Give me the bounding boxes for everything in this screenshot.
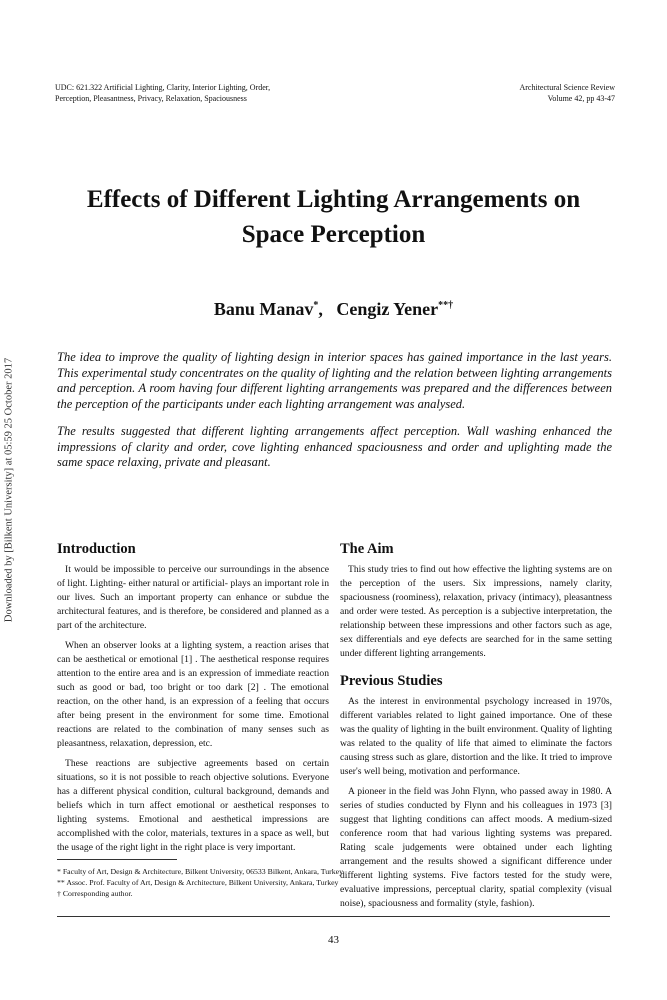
page-bottom-divider xyxy=(57,916,610,917)
header-keywords xyxy=(55,82,385,104)
introduction-heading: Introduction xyxy=(57,541,136,557)
abstract-paragraph-2: The results suggested that different lighting arrangements affect perception. Wall washing enhanced the impressions of clarity and order, cove lighting enhanced spaciousness and order and uplighting made the same space relaxing, private and pleasant. xyxy=(57,424,612,469)
aim-paragraph-1: This study tries to find out how effective the lighting systems are on the perception of the users. Six impressions, namely clarity, spaciousness (roominess), relaxation, privacy (intimacy), pleasantness and order were tested. As perception is a subjective interpretation, the relationship between these impressions and other factors such as age, sex differentials and eye defects are searched for in the same setting under different lighting arrangements. xyxy=(340,564,612,659)
journal-volume: Volume 42, pp 43-47 xyxy=(547,94,615,103)
author-1-mark: * xyxy=(313,300,319,311)
paper-title xyxy=(60,182,607,252)
paper-title-line1: Effects of Different Lighting Arrangements on xyxy=(86,186,581,213)
author-1: Banu Manav xyxy=(213,299,314,319)
footnote-1: * Faculty of Art, Design & Architecture, Bilkent University, 06533 Bilkent, Ankara, Turkey xyxy=(57,867,343,876)
header-keywords-line2: Perception, Pleasantness, Privacy, Relaxation, Spaciousness xyxy=(55,94,247,103)
journal-name: Architectural Science Review xyxy=(519,83,615,92)
download-watermark xyxy=(2,330,16,650)
author-2-mark: **† xyxy=(438,300,454,311)
introduction-paragraph-1: It would be impossible to perceive our surroundings in the absence of light. Lighting- either natural or artificial- plays an important role in our lives. Such an important property can enhance or subdue the architectural features, and is therefore, be considered and planned as a part of the architecture. xyxy=(57,564,329,631)
page-number: 43 xyxy=(328,934,339,946)
previous-studies-paragraph-2: A pioneer in the field was John Flynn, who passed away in 1980. A series of studies conducted by Flynn and his colleagues in 1973 [3] suggest that lighting conditions can affect moods. A medium-sized conference room that had various lighting systems was prepared. Rating scale judgements were obtained under each lighting arrangement and the results showed a significant difference under different lighting systems. Five factors tested for the study were, evaluative impressions, perceptual clarity, spatial complexity (visual noise), spaciousness and formality (style, fashion). xyxy=(340,786,612,909)
previous-studies-paragraph-1: As the interest in environmental psychology increased in 1970s, different variables related to light gained importance. One of these was the quality of lighting in the built environment. Quality of lighting was related to the quality of life that aimed to eliminate the factors causing stress such as glare, distortion and the like. It tried to improve user's well being, motivation and performance. xyxy=(340,696,612,777)
introduction-paragraph-3: These reactions are subjective agreements based on certain situations, so it is not possible to reach objective solutions. Everyone has a different physical condition, cultural background, demands and beliefs which in turn affect emotional or aesthetical responses to lighting systems. Emotional and aesthetical impressions are accomplished with the color, materials, textures in a space as well, but the usage of the right light in the right place is very important. xyxy=(57,758,329,853)
header-journal xyxy=(440,82,615,104)
footnote-2: ** Assoc. Prof. Faculty of Art, Design & Architecture, Bilkent University, Ankara, Turkey xyxy=(57,878,339,887)
previous-studies-heading: Previous Studies xyxy=(340,673,443,689)
left-column xyxy=(57,541,329,861)
header-keywords-line1: UDC: 621.322 Artificial Lighting, Clarity, Interior Lighting, Order, xyxy=(55,83,271,92)
abstract-paragraph-1: The idea to improve the quality of lighting design in interior spaces has gained importance in the last years. This experimental study concentrates on the quality of lighting and the relation between lighting arrangements and perception. A room having four different lighting arrangements was prepared and the differences between the perception of the participants under each lighting arrangement was analysed. xyxy=(57,350,612,411)
aim-heading: The Aim xyxy=(340,541,394,557)
author-2: Cengiz Yener xyxy=(336,299,439,319)
introduction-paragraph-2: When an observer looks at a lighting system, a reaction arises that can be aesthetical or emotional [1] . The aesthetical response requires attention to the entire area and is an expression of immediate reaction such as good or bad, too bright or too dark [2] . The emotional reaction, on the other hand, is an expression of a feeling that occurs after being present in the environment for some time. Emotional reactions are related to the combination of many senses such as pleasantness, relaxation, depression, etc. xyxy=(57,640,329,749)
footnotes xyxy=(57,866,343,899)
paper-title-line2: Space Perception xyxy=(241,221,426,248)
author-separator: , xyxy=(318,299,323,319)
footnote-divider xyxy=(57,859,177,860)
authors xyxy=(60,299,607,320)
footnote-3: † Corresponding author. xyxy=(57,889,133,898)
right-column xyxy=(340,541,612,917)
download-watermark-text: Downloaded by [Bilkent University] at 05:59 25 October 2017 xyxy=(3,357,15,623)
